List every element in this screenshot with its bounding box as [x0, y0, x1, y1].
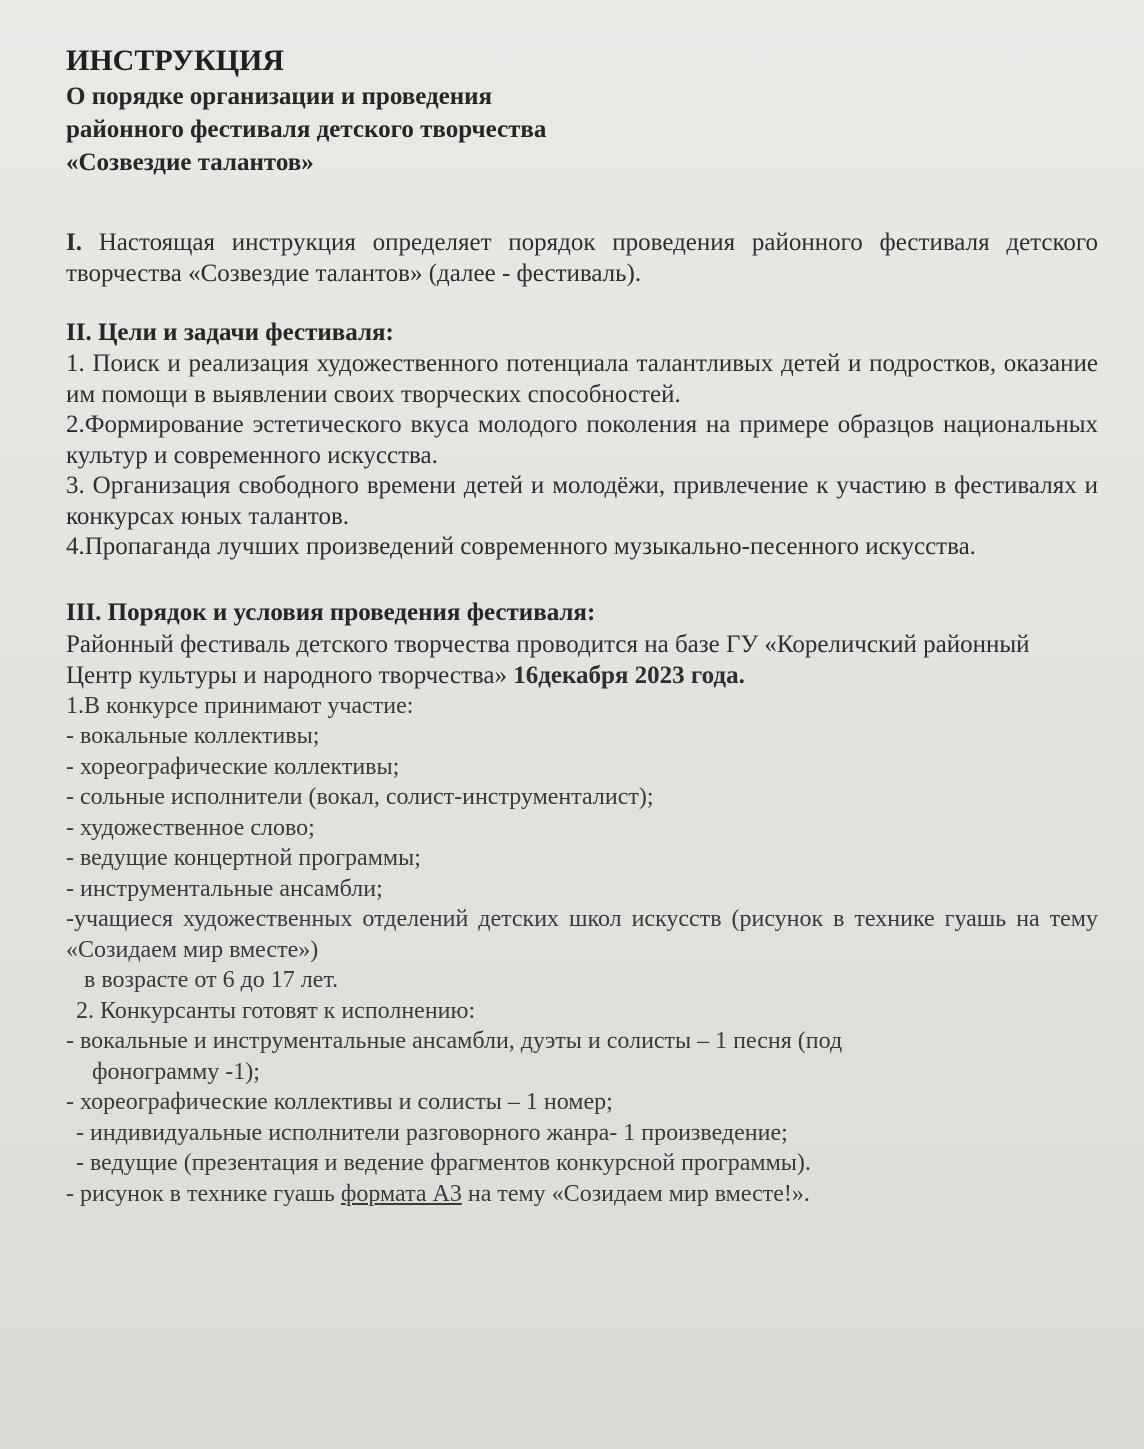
participant-item-1: - вокальные коллективы;: [66, 723, 320, 749]
preparation-heading: 2. Конкурсанты готовят к исполнению:: [76, 997, 476, 1024]
document-body: [66, 42, 1098, 1209]
participant-item-3: - сольные исполнители (вокал, солист-инструменталист);: [66, 784, 654, 810]
participants-heading: 1.В конкурсе принимают участие:: [66, 692, 414, 719]
participant-students: -учащиеся художественных отделений детских школ искусств (рисунок в технике гуашь на тему «Созидаем мир вместе»): [66, 906, 1098, 963]
section-3-intro: [66, 629, 1098, 691]
section-3-heading: III. Порядок и условия проведения фестиваля:: [66, 598, 596, 626]
participant-age: в возрасте от 6 до 17 лет.: [84, 967, 339, 993]
preparation-item-4: - ведущие (презентация и ведение фрагментов конкурсной программы).: [76, 1150, 811, 1176]
preparation-item-1-cont: фонограмму -1);: [92, 1058, 260, 1085]
goal-item-4: 4.Пропаганда лучших произведений современного музыкально-песенного искусства.: [66, 533, 976, 560]
goal-item-3: 3. Организация свободного времени детей и молодёжи, привлечение к участию в фестивалях и конкурсах юных талантов.: [66, 472, 1098, 530]
participant-item-5: - ведущие концертной программы;: [66, 845, 421, 871]
section-2-heading: II. Цели и задачи фестиваля:: [66, 319, 394, 346]
section-3-intro-text: Районный фестиваль детского творчества проводится на базе ГУ «Кореличский районный Центр культуры и народного творчества»: [66, 630, 1030, 689]
goal-item-2: 2.Формирование эстетического вкуса молодого поколения на примере образцов национальных культур и современного искусства.: [66, 411, 1098, 469]
document-subtitle-line-2: районного фестиваля детского творчества: [66, 116, 547, 143]
document-subtitle-line-3: «Созвездие талантов»: [66, 149, 314, 176]
participant-item-4: - художественное слово;: [66, 814, 315, 841]
preparation-item-5-post: на тему «Созидаем мир вместе!».: [461, 1180, 810, 1207]
preparation-item-5: [66, 1179, 1098, 1210]
preparation-item-2: - хореографические коллективы и солисты – 1 номер;: [66, 1089, 613, 1115]
section-1-paragraph: [66, 227, 1098, 289]
goal-item-1: 1. Поиск и реализация художественного потенциала талантливых детей и подростков, оказание им помощи в выявлении своих творческих способностей.: [66, 350, 1098, 408]
preparation-item-3: - индивидуальные исполнители разговорного жанра- 1 произведение;: [76, 1119, 788, 1146]
document-title: ИНСТРУКЦИЯ: [66, 44, 285, 77]
festival-date: 16декабря 2023 года.: [513, 661, 745, 689]
paper-format: формата А3: [340, 1180, 462, 1207]
section-1-number: I.: [66, 229, 82, 256]
section-1-text: Настоящая инструкция определяет порядок проведения районного фестиваля детского творчества «Созвездие талантов» (далее - фестиваль).: [66, 229, 1098, 287]
participant-item-6: - инструментальные ансамбли;: [66, 875, 383, 902]
preparation-item-5-pre: - рисунок в технике гуашь: [66, 1180, 341, 1207]
preparation-item-1: - вокальные и инструментальные ансамбли, дуэты и солисты – 1 песня (под: [66, 1028, 843, 1054]
participant-item-2: - хореографические коллективы;: [66, 753, 400, 780]
document-subtitle-line-1: О порядке организации и проведения: [66, 83, 493, 110]
